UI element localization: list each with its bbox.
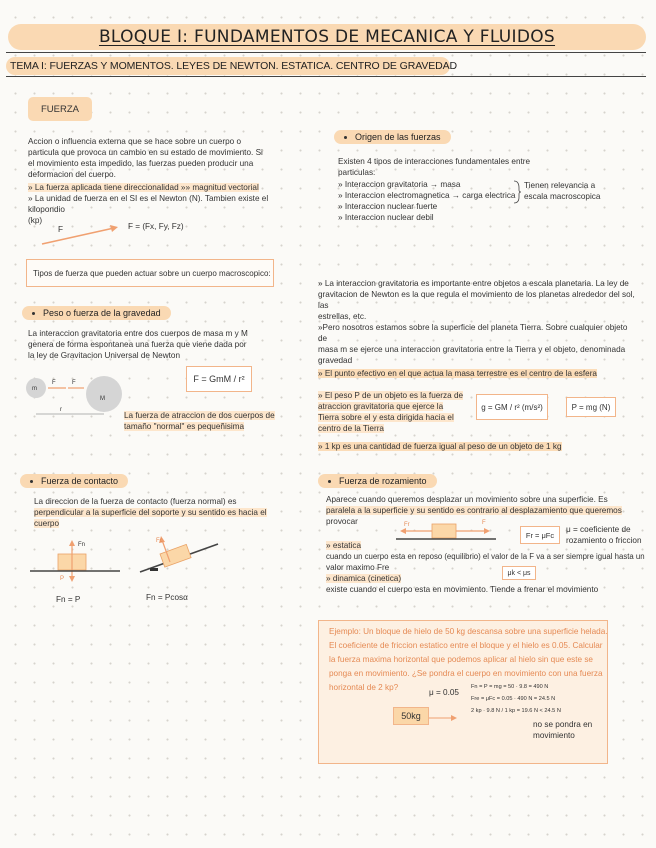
peso-note-line1 (124, 410, 284, 421)
fuerza-bullet2b: (kp) (28, 216, 43, 225)
origen-rel-line2: escala macroscopica (524, 192, 601, 201)
ejemplo-line1: Ejemplo: Un bloque de hielo de 50 kg descansa sobre una superficie helada. (329, 627, 608, 636)
rozamiento-line2 (326, 505, 636, 516)
grav-q1: »Pero nosotros estamos sobre la superficie del planeta Tierra. Sobre cualquier objeto de (318, 323, 628, 343)
mu-comparison: μk < μs (502, 566, 536, 580)
ejemplo-conc1: no se pondra en (533, 720, 593, 729)
origen-line1: Existen 4 tipos de interacciones fundamentales entre (338, 157, 531, 166)
peso-line3: la ley de Gravitacion Universal de Newton (28, 351, 180, 360)
tema-heading: TEMA I: FUERZAS Y MOMENTOS. LEYES DE NEWTON. ESTATICA. CENTRO DE GRAVEDAD (6, 57, 450, 75)
contacto-line2-text: perpendicular a la superficie del soporte y su sentido es hacia el (34, 508, 267, 517)
label-p: P (60, 576, 65, 582)
contacto-text (34, 496, 294, 529)
rozamiento-line2-text: paralela a la superficie y su sentido es contrario al desplazamiento que queremos (326, 506, 622, 515)
ejemplo-line3: la fuerza maxima horizontal que podemos aplicar al hielo sin que este se (329, 655, 593, 664)
origen-item2: » Interaccion electromagnetica → carga electrica (338, 191, 516, 200)
force-vector-label: F (58, 225, 64, 234)
friction-formula: Fr = μFc (520, 526, 560, 544)
rozamiento-tag-label: Fuerza de rozamiento (339, 476, 427, 486)
contacto-eq2: Fn = Pcosα (146, 593, 188, 602)
friction-est-line2: valor maximo Fre (326, 563, 390, 572)
grav-q3: gravedad (318, 356, 353, 365)
friction-din-label (326, 573, 646, 584)
label-fr: Fr (404, 522, 410, 528)
grav-peso-def (318, 390, 478, 434)
contact-diagram-incline (140, 532, 220, 582)
grav-peso-line2 (318, 401, 478, 412)
tema-underline (6, 76, 646, 77)
origen-relevance (524, 180, 634, 202)
force-components: F = (Fx, Fy, Fz) (128, 222, 184, 231)
label-r: r (60, 407, 62, 413)
friction-din-label-text: » dinamica (cinetica) (326, 574, 402, 583)
ejemplo-calc1: Fn = P = mg = 50 · 9.8 = 490 N (471, 684, 549, 690)
friction-est-label (326, 540, 646, 551)
rozamiento-tag (318, 474, 437, 488)
grav-kp-text: » 1 kp es una cantidad de fuerza igual al peso de un objeto de 1 kg (318, 442, 562, 451)
ejemplo-calc2: Fre = μFc = 0.05 · 490 N = 24.5 N (471, 696, 556, 702)
fuerza-def-line1: Accion o influencia externa que se hace sobre un cuerpo o (28, 137, 242, 146)
grav-para2 (318, 322, 638, 366)
grav-peso-line1-text: » El peso P de un objeto es la fuerza de (318, 391, 464, 400)
contacto-line2 (34, 507, 294, 518)
tipos-box: Tipos de fuerza que pueden actuar sobre un cuerpo macroscopico: (26, 259, 274, 287)
peso-note-line2 (124, 421, 284, 432)
force-vector-arrow (40, 222, 120, 252)
ejemplo-conc2: movimiento (533, 731, 575, 740)
label-M: M (100, 396, 105, 402)
label-F1: F (52, 380, 56, 386)
label-fn: Fn (78, 542, 86, 548)
fuerza-def-line4: deformacion del cuerpo. (28, 170, 116, 179)
grav-kp (318, 441, 562, 452)
p-formula: P = mg (N) (566, 397, 616, 417)
grav-peso-line2-text: atraccion gravitatoria que ejerce la (318, 402, 444, 411)
origen-rel-line1: Tienen relevancia a (524, 181, 596, 190)
gravitation-diagram (24, 372, 134, 422)
grav-q2: masa m se ejerce una interaccion gravitatoria entre la Tierra y el objeto, denominada (318, 345, 626, 354)
ejemplo-line4: ponga en movimiento. ¿Se pondra el cuerpo en movimiento con una fuerza (329, 669, 603, 678)
grav-punto-text: » El punto efectivo en el que actua la masa terrestre es el centro de la esfera (318, 369, 597, 378)
grav-peso-line1 (318, 390, 478, 401)
grav-p2: gravitacion de Newton es la que regula el movimiento de los planetas alrededor del sol, las (318, 290, 635, 310)
grav-peso-line4 (318, 423, 478, 434)
fuerza-definition (28, 136, 298, 226)
origen-tag (334, 130, 451, 144)
fuerza-def-line2 (28, 147, 298, 158)
grav-peso-line3 (318, 412, 478, 423)
origen-item1: » Interaccion gravitatoria → masa (338, 180, 461, 189)
grav-p3: estrellas, etc. (318, 312, 367, 321)
origen-item4: » Interaccion nuclear debil (338, 213, 434, 222)
friction-din-line1: existe cuando el cuerpo esta en movimiento. Tiende a frenar el movimiento (326, 585, 599, 594)
ejemplo-box (318, 620, 608, 764)
contacto-line3-text: cuerpo (34, 519, 60, 528)
rozamiento-bullet (328, 480, 331, 483)
friction-estatica (326, 540, 646, 595)
grav-punto (318, 368, 597, 379)
ejemplo-calc (471, 681, 607, 717)
grav-para1 (318, 278, 638, 322)
contacto-tag (20, 474, 128, 488)
title-bar (8, 24, 646, 50)
grav-peso-line3-text: Tierra sobre el y esta dirigida hacia el (318, 413, 454, 422)
ejemplo-line5: horizontal de 2 kp? (329, 683, 399, 692)
peso-note-line1-text: La fuerza de atraccion de dos cuerpos de (124, 411, 275, 420)
peso-line2: genera de forma espontanea una fuerza que viene dada por (28, 340, 247, 349)
peso-text (28, 328, 288, 361)
peso-line1: La interaccion gravitatoria entre dos cuerpos de masa m y M (28, 329, 248, 338)
grav-p1: » La interaccion gravitatoria es importante entre objetos a escala planetaria. La ley de (318, 279, 629, 288)
ejemplo-block: 50kg (393, 707, 429, 725)
contacto-line3 (34, 518, 294, 529)
peso-note-line2-text: tamaño "normal" es pequeñisima (124, 422, 245, 431)
ejemplo-calc3: 2 kp · 9.8 N / 1 kp = 19.6 N < 24.5 N (471, 708, 561, 714)
peso-bullet (32, 312, 35, 315)
origen-line2: particulas: (338, 168, 376, 177)
origen-bullet (344, 136, 347, 139)
fuerza-tag: FUERZA (28, 97, 92, 121)
peso-tag-label: Peso o fuerza de la gravedad (43, 308, 161, 318)
fuerza-def-line2-text: particula que provoca un cambio en su estado de movimiento. Si (28, 148, 263, 157)
rozamiento-line1: Aparece cuando queremos desplazar un movimiento sobre una superficie. Es (326, 495, 608, 504)
contacto-line1: La direccion de la fuerza de contacto (fuerza normal) es (34, 497, 237, 506)
friction-est-line1: cuando un cuerpo esta en reposo (equilibrio) el valor de la F va a ser siempre igual hasta un (326, 552, 645, 561)
origen-brace (512, 180, 522, 204)
label-fc: Fc (156, 538, 163, 544)
ejemplo-line2: El coeficiente de friccion estatico entre el bloque y el hielo es 0.05. Calcular (329, 641, 603, 650)
ejemplo-block-arrow (429, 715, 459, 721)
ejemplo-conclusion (533, 719, 605, 741)
contacto-eq1: Fn = P (56, 595, 81, 604)
friction-mu-line1: μ = coeficiente de (566, 525, 631, 534)
label-F2: F (72, 380, 76, 386)
contact-diagram-flat (30, 534, 120, 594)
fuerza-def-line3: el movimiento esta impedido, las fuerzas pueden producir una (28, 159, 254, 168)
fuerza-bullet1-text: » La fuerza aplicada tiene direccionalidad »» magnitud vectorial (28, 183, 259, 192)
contacto-tag-label: Fuerza de contacto (41, 476, 119, 486)
fuerza-bullet2: » La unidad de fuerza en el SI es el Newton (N). Tambien existe el kilopondio (28, 194, 269, 214)
label-f: F (482, 520, 486, 526)
contacto-bullet (30, 480, 33, 483)
title-underline (6, 52, 646, 53)
origen-item3: » Interaccion nuclear fuerte (338, 202, 438, 211)
friction-est-label-text: » estatica (326, 541, 362, 550)
fuerza-bullet1 (28, 182, 298, 193)
ejemplo-mu: μ = 0.05 (429, 688, 459, 697)
peso-note (124, 410, 284, 432)
rozamiento-line3: provocar (326, 517, 358, 526)
gravitation-formula: F = GmM / r² (186, 366, 252, 392)
g-formula: g = GM / r² (m/s²) (476, 394, 548, 420)
grav-peso-line4-text: centro de la Tierra (318, 424, 384, 433)
page-title: BLOQUE I: FUNDAMENTOS DE MECANICA Y FLUIDOS (98, 27, 556, 47)
friction-mu-line2: rozamiento o friccion (566, 536, 642, 545)
peso-tag (22, 306, 171, 320)
label-m: m (32, 386, 37, 392)
origen-tag-label: Origen de las fuerzas (355, 132, 441, 142)
